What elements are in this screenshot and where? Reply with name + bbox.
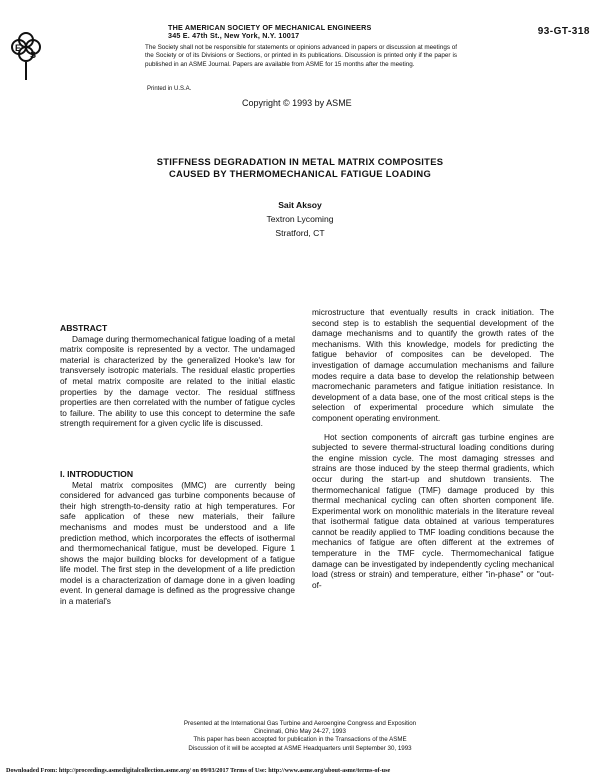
footnote-line-2: Cincinnati, Ohio May 24-27, 1993 xyxy=(254,728,346,736)
author-name: Sait Aksoy xyxy=(278,200,322,210)
footnote-line-4: Discussion of it will be accepted at ASME Headquarters until September 30, 1993 xyxy=(188,744,412,752)
right-column xyxy=(312,307,554,590)
left-column xyxy=(60,323,295,607)
paper-title xyxy=(0,156,600,180)
printed-in: Printed in U.S.A. xyxy=(147,86,192,92)
introduction-text: Metal matrix composites (MMC) are currently being considered for advanced gas turbine components because of their high strength-to-density ratio at high temperatures. For safe application of these new materials, their failure mechanisms and modes must be understood and a life prediction method, which incorporates the effects of isothermal and thermomechanical fatigue, must be developed. Figure 1 shows the major building blocks for development of a fatigue life model. The first step in the development of a life prediction model is a characterization of damage done in a given loading event. In general damage is defined as the progressive change in a material's xyxy=(60,479,295,607)
logo-letter-s: S xyxy=(30,50,37,60)
conference-footnote xyxy=(0,720,600,753)
footnote-line-1: Presented at the International Gas Turbine and Aeroengine Congress and Exposition xyxy=(183,720,417,727)
paper-number: 93-GT-318 xyxy=(537,26,590,37)
right-paragraph-2: Hot section components of aircraft gas turbine engines are subjected to severe thermal-structural loading conditions during the engine mission cycle. The most damaging stresses and strains are those induced by the steep thermal gradients, which occur during the start-up and shutdown transients. The thermomechanical fatigue (TMF) damage produced by this thermal mechanical cycling can often shorten component life. Experimental work on monolithic materials in the literature reveal that isothermal fatigue data obtained at various temperatures cannot be readily applied to TMF loading conditions because the mechanics of fatigue are often different at the extremes of temperature in the TMF cycle. Thermomechanical fatigue damage can be investigated by independently cycling mechanical load (stress or strain) and temperature, either "in-phase" or "out-of- xyxy=(312,431,554,590)
org-name: THE AMERICAN SOCIETY OF MECHANICAL ENGINEERS xyxy=(168,23,372,32)
disclaimer: The Society shall not be responsible for statements or opinions advanced in papers or discussion at meetings of the Society or of its Divisions or Sections, or printed in its publications. Discussion is printed only if the paper is published in an ASME Journal. Papers are available from ASME for 15 months after the meeting. xyxy=(145,44,457,68)
footnote-line-3: This paper has been accepted for publication in the Transactions of the ASME xyxy=(193,736,407,744)
author-location: Stratford, CT xyxy=(275,228,325,238)
title-line-2: CAUSED BY THERMOMECHANICAL FATIGUE LOADING xyxy=(168,168,432,179)
author-block xyxy=(0,198,600,240)
copyright: Copyright © 1993 by ASME xyxy=(242,98,352,108)
abstract-text: Damage during thermomechanical fatigue loading of a metal matrix composite is represented by a vector. The undamaged material is characterized by the generalized Hooke's law for transversely isotropic materials. The residual elastic properties of metal matrix composite are related to the initial elastic properties by the damage vector. The residual stiffness properties are then correlated with the number of fatigue cycles to failure. The ability to use this concept to determine the safe strength requirement for a given cyclic life is discussed. xyxy=(60,333,295,429)
download-line: Downloaded From: http://proceedings.asmedigitalcollection.asme.org/ on 09/03/2017 Terms of Use: http://www.asme.org/about-asme/terms-of-use xyxy=(6,767,391,774)
org-address: 345 E. 47th St., New York, N.Y. 10017 xyxy=(168,31,300,40)
title-line-1: STIFFNESS DEGRADATION IN METAL MATRIX COMPOSITES xyxy=(156,156,444,167)
author-affiliation: Textron Lycoming xyxy=(266,214,334,224)
logo-letter-e: E xyxy=(15,43,22,53)
introduction-heading: I. INTRODUCTION xyxy=(60,468,134,479)
right-paragraph-1: microstructure that eventually results in crack initiation. The second step is to establish the sequential development of the damage mechanisms and to quantify the growth rates of the mechanisms. With this knowledge, models for predicting the fatigue behavior of composites can be developed. The investigation of damage accumulation mechanisms and failure modes require a data base to develop the relationship between macromechanic parameters and fatigue initiation resistance. In development of a data base, one of the most critical steps is the selection of experimental procedure which simulate the component operating environment. xyxy=(312,307,554,423)
asme-logo xyxy=(6,4,46,84)
organization-block xyxy=(168,24,372,40)
abstract-heading: ABSTRACT xyxy=(60,323,108,333)
